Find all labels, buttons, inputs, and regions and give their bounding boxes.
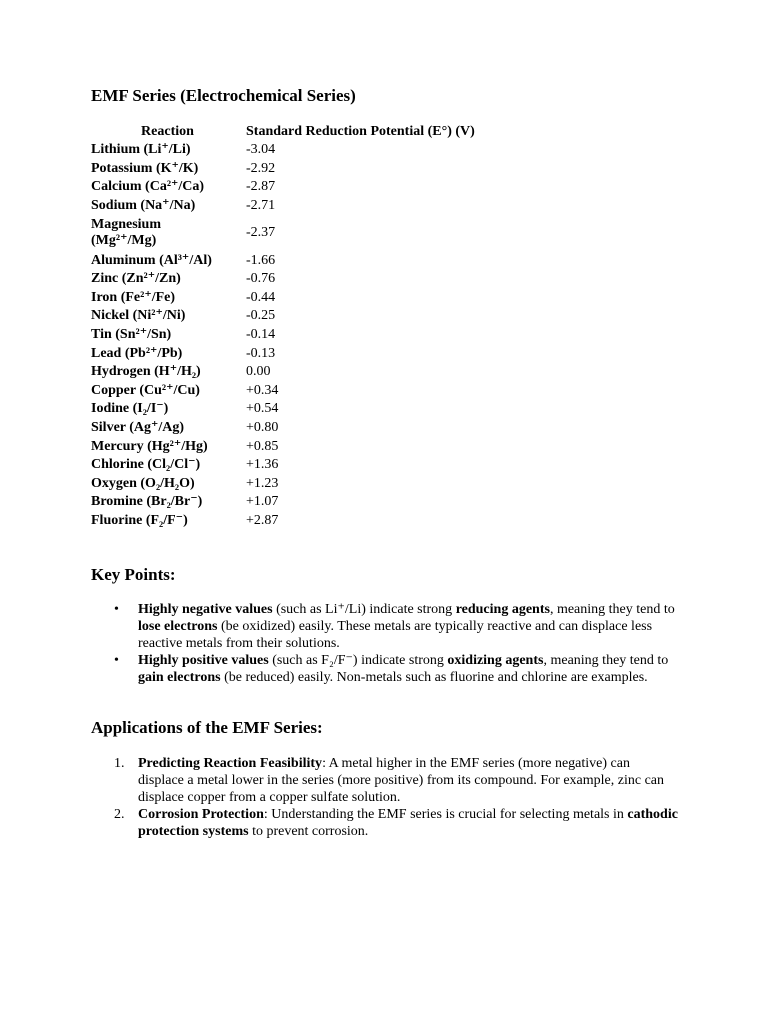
reaction-cell: Silver (Ag⁺/Ag): [91, 420, 185, 436]
item-text: (be oxidized) easily. These metals are typically reactive and can displace less reactive metals from their solutions.: [138, 619, 653, 651]
list-item: [114, 652, 678, 686]
potential-cell: +2.87: [246, 512, 279, 528]
bold-term: oxidizing agents: [447, 653, 544, 668]
table-row: [91, 456, 475, 475]
table-row: [91, 419, 475, 438]
potential-cell: -2.92: [246, 160, 276, 176]
bold-term: Corrosion Protection: [138, 807, 264, 822]
list-number: 1.: [114, 756, 125, 771]
reaction-cell: Iron (Fe²⁺/Fe): [91, 289, 176, 305]
potential-cell: -0.13: [246, 345, 276, 361]
reaction-cell: Iodine (I₂/I⁻): [91, 401, 169, 417]
list-item: [114, 601, 678, 652]
table-row: [91, 437, 475, 456]
potential-cell: 0.00: [246, 364, 271, 380]
item-text: (such as F₂/F⁻) indicate strong: [268, 653, 448, 668]
table-row: [91, 382, 475, 401]
applications-heading: Applications of the EMF Series:: [91, 718, 323, 737]
potential-cell: -2.37: [246, 225, 276, 241]
key-points-list: [114, 601, 678, 686]
bold-term: gain electrons: [138, 670, 221, 685]
emf-table: [91, 122, 475, 530]
potential-cell: +0.80: [246, 420, 279, 436]
potential-cell: -0.76: [246, 271, 276, 287]
reaction-cell: Tin (Sn²⁺/Sn): [91, 327, 172, 343]
reaction-cell: Mercury (Hg²⁺/Hg): [91, 438, 208, 454]
reaction-cell: Bromine (Br₂/Br⁻): [91, 494, 203, 510]
table-row: [91, 400, 475, 419]
item-text: (be reduced) easily. Non-metals such as fluorine and chlorine are examples.: [220, 670, 648, 685]
table-row: [91, 307, 475, 326]
potential-cell: -3.04: [246, 142, 276, 158]
bold-term: reducing agents: [455, 602, 550, 617]
reaction-cell: Potassium (K⁺/K): [91, 160, 199, 176]
header-potential: Standard Reduction Potential (E°) (V): [246, 123, 475, 139]
table-row: [91, 363, 475, 382]
bold-term: lose electrons: [138, 619, 218, 634]
item-text: : Understanding the EMF series is crucial for selecting metals in: [263, 807, 628, 822]
reaction-cell: Calcium (Ca²⁺/Ca): [91, 179, 205, 195]
potential-cell: +0.54: [246, 401, 279, 417]
bold-term: cathodic protection systems: [138, 807, 678, 839]
potential-cell: +1.23: [246, 475, 279, 491]
document-title: EMF Series (Electrochemical Series): [91, 86, 356, 105]
applications-list: [114, 755, 678, 840]
table-row: [91, 475, 475, 494]
item-text: , meaning they tend to: [549, 602, 675, 617]
table-header-row: [91, 122, 475, 141]
table-row: [91, 197, 475, 216]
bullet-icon: •: [114, 653, 119, 668]
table-row: [91, 178, 475, 197]
potential-cell: -0.25: [246, 308, 276, 324]
potential-cell: +0.34: [246, 382, 279, 398]
bold-term: Highly negative values: [138, 602, 273, 617]
table-row: [91, 160, 475, 179]
table-row: [91, 215, 475, 251]
potential-cell: +1.07: [246, 494, 279, 510]
reaction-cell: Aluminum (Al³⁺/Al): [91, 252, 212, 268]
header-reaction: Reaction: [141, 123, 194, 139]
reaction-cell: Fluorine (F₂/F⁻): [91, 512, 188, 528]
table-row: [91, 512, 475, 531]
potential-cell: -1.66: [246, 252, 276, 268]
table-row: [91, 326, 475, 345]
bold-term: Predicting Reaction Feasibility: [138, 756, 323, 771]
item-text: (such as Li⁺/Li) indicate strong: [272, 602, 456, 617]
potential-cell: +1.36: [246, 457, 279, 473]
reaction-cell: Sodium (Na⁺/Na): [91, 198, 196, 214]
table-row: [91, 493, 475, 512]
table-row: [91, 289, 475, 308]
table-row: [91, 270, 475, 289]
reaction-line: Magnesium: [91, 217, 161, 233]
bullet-icon: •: [114, 602, 119, 617]
reaction-cell: Lithium (Li⁺/Li): [91, 142, 191, 158]
reaction-cell: Copper (Cu²⁺/Cu): [91, 382, 200, 398]
potential-cell: +0.85: [246, 438, 279, 454]
potential-cell: -2.71: [246, 198, 276, 214]
reaction-cell: Nickel (Ni²⁺/Ni): [91, 308, 186, 324]
reaction-cell: Hydrogen (H⁺/H₂): [91, 364, 201, 380]
reaction-cell: Zinc (Zn²⁺/Zn): [91, 271, 181, 287]
list-number: 2.: [114, 807, 125, 822]
reaction-cell: Lead (Pb²⁺/Pb): [91, 345, 183, 361]
item-text: : A metal higher in the EMF series (more negative) can displace a metal lower in the series (more positive) from its compound. For example, zinc can displace copper from a copper sulfate solution.: [138, 756, 665, 805]
reaction-cell: Chlorine (Cl₂/Cl⁻): [91, 457, 201, 473]
potential-cell: -0.14: [246, 327, 276, 343]
reaction-cell: Oxygen (O₂/H₂O): [91, 475, 195, 491]
potential-cell: -2.87: [246, 179, 276, 195]
key-points-heading: Key Points:: [91, 565, 176, 584]
table-row: [91, 141, 475, 160]
bold-term: Highly positive values: [138, 653, 269, 668]
list-item: [114, 755, 678, 806]
list-item: [114, 806, 678, 840]
reaction-line: (Mg²⁺/Mg): [91, 233, 157, 249]
item-text: , meaning they tend to: [543, 653, 669, 668]
item-text: to prevent corrosion.: [248, 824, 369, 839]
table-row: [91, 251, 475, 270]
potential-cell: -0.44: [246, 289, 276, 305]
table-row: [91, 344, 475, 363]
reaction-cell: [91, 215, 244, 251]
